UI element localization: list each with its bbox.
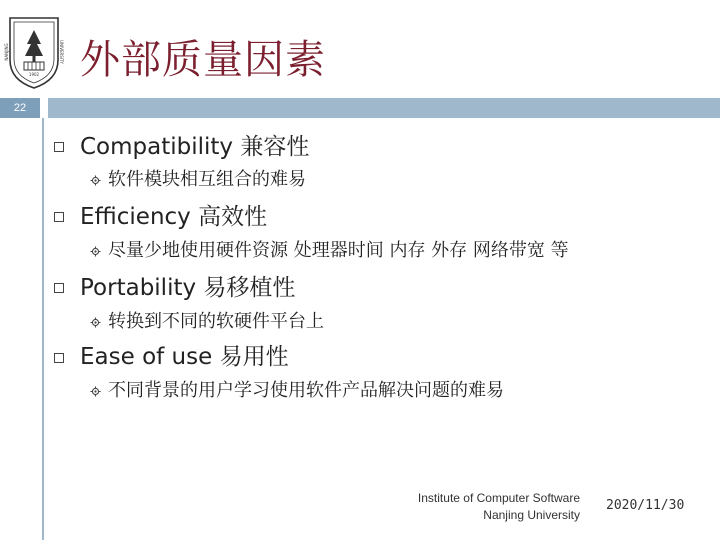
square-bullet-icon bbox=[54, 212, 64, 222]
cog-bullet-icon bbox=[90, 175, 101, 186]
square-bullet-icon bbox=[54, 353, 64, 363]
slide-title: 外部质量因素 bbox=[80, 37, 326, 83]
cog-bullet-icon bbox=[90, 317, 101, 328]
cog-bullet-icon bbox=[90, 246, 101, 257]
item-4-detail: 不同背景的用户学习使用软件产品解决问题的难易 bbox=[108, 380, 504, 401]
item-4-label: Ease of use 易用性 bbox=[80, 344, 289, 370]
cog-bullet-icon bbox=[90, 386, 101, 397]
logo-year: 1902 bbox=[28, 72, 40, 77]
footer-institute bbox=[418, 490, 580, 524]
square-bullet-icon bbox=[54, 283, 64, 293]
page-number: 22 bbox=[13, 102, 27, 114]
header-band bbox=[0, 98, 720, 118]
item-2-detail: 尽量少地使用硬件资源 处理器时间 内存 外存 网络带宽 等 bbox=[108, 240, 569, 261]
item-2-label: Efficiency 高效性 bbox=[80, 204, 268, 230]
footer-date: 2020/11/30 bbox=[606, 498, 685, 513]
header-bar bbox=[48, 98, 720, 118]
item-3-detail: 转换到不同的软硬件平台上 bbox=[108, 311, 324, 332]
footer-institute-line2: Nanjing University bbox=[483, 508, 580, 522]
logo-text-top: NANJING bbox=[4, 43, 9, 61]
logo-text-bottom: UNIVERSITY bbox=[59, 40, 64, 64]
university-seal-logo bbox=[4, 12, 64, 92]
item-3-label: Portability 易移植性 bbox=[80, 275, 296, 301]
left-vertical-rule bbox=[42, 118, 44, 540]
item-1-label: Compatibility 兼容性 bbox=[80, 134, 310, 160]
footer-institute-line1: Institute of Computer Software bbox=[417, 491, 580, 505]
square-bullet-icon bbox=[54, 142, 64, 152]
item-1-detail: 软件模块相互组合的难易 bbox=[108, 169, 306, 190]
